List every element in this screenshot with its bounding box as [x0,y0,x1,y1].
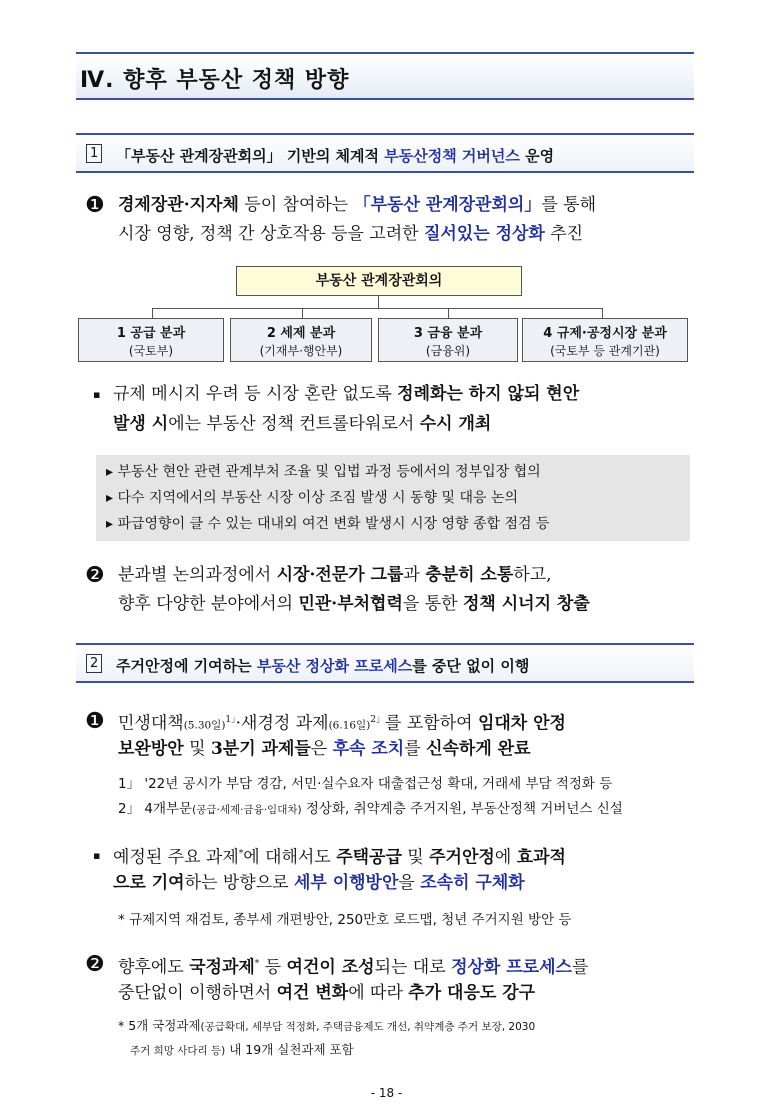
text: ·새경정 과제 [235,713,329,734]
org-box-sub: (국토부) [128,344,174,358]
s1-p1-line2 [118,220,583,248]
org-connector [152,308,602,309]
org-box-title: 2 세제 분과 [266,326,336,341]
detail-item: ▸ 파급영향이 클 수 있는 대내외 여건 변화 발생시 시장 영향 종합 점검 등 [106,516,550,532]
section1-header [76,133,694,173]
section2-title [116,655,529,676]
text: 규제 메시지 우려 등 시장 혼란 없도록 [113,384,398,404]
footnote-ref: * [238,849,244,859]
text: 에 따라 [348,983,409,1003]
footnote-ref: * [254,959,260,969]
org-connector [302,308,303,318]
text-small: (공급확대, 세부담 적정화, 주택금융제도 개선, 취약계층 주거 보장, 2030 [200,1021,536,1033]
org-box-supply [78,318,224,362]
text: 2」 4개부문 [118,801,193,817]
text: 등이 참여하는 [238,195,354,215]
chapter-title: Ⅳ. 향후 부동산 정책 방향 [80,68,350,93]
section2-title-part: 주거안정에 기여하는 [116,657,257,675]
text-highlight: 질서있는 정상화 [423,224,545,244]
text: 되는 대로 [374,957,452,978]
s1-p1-line1 [118,191,596,219]
chapter-header [76,52,694,100]
org-box-sub: (기재부·행안부) [259,344,343,358]
text: 를 포함하여 [385,713,478,734]
text: 및 [401,847,430,868]
text: 국정과제 [189,957,255,978]
text-small: 주거 희망 사다리 등) [130,1045,226,1057]
s2-p2-line1 [118,950,588,982]
text: 추진 [544,224,584,244]
text: 를 통해 [541,195,597,215]
text: 하는 방향으로 [184,873,294,893]
text: * 5개 국정과제 [118,1018,201,1033]
org-box-sub: (국토부 등 관계기관) [550,344,660,358]
detail-item: ▸ 다수 지역에서의 부동산 시장 이상 조짐 발생 시 동향 및 대응 논의 [106,490,519,506]
text: 으로 기여 [113,873,185,893]
org-connector [602,308,603,318]
footnote-1: 1」 '22년 공시가 부담 경감, 서민·실수요자 대출접근성 확대, 거래세 부담 적정화 등 [118,776,613,792]
section1-title [116,145,554,166]
org-box-title: 4 규제·공정시장 분과 [543,326,667,341]
text: 주택공급 [336,847,402,868]
text: 예정된 주요 과제 [113,847,239,868]
text: 에 [494,847,517,868]
text: 신속하게 완료 [426,739,531,759]
section2-title-part: 를 중단 없이 이행 [412,657,530,675]
section2-header [76,643,694,683]
text: 을 [398,873,421,893]
text: 정례화는 하지 않되 현안 [397,384,580,404]
text: 내 19개 실천과제 포함 [225,1042,354,1057]
org-box-finance [378,318,518,362]
text: 충분히 소통 [425,565,514,585]
section2-number: 2 [86,654,102,673]
text: 수시 개최 [419,414,492,434]
text: 하고, [513,565,552,585]
text-highlight: 정상화 프로세스 [451,957,572,978]
org-box-regulation [522,318,688,362]
org-chart-top-box: 부동산 관계장관회의 [236,266,522,296]
text-highlight: 세부 이행방안 [293,873,399,893]
footnote-tasks-2 [130,1040,354,1058]
org-connector [378,296,379,308]
org-connector [152,308,153,318]
section1-title-part: 「부동산 관계장관회의」 기반의 체계적 [116,147,385,165]
text: 향후 다양한 분야에서의 [118,594,299,614]
text-highlight: 후속 조치 [332,739,405,759]
text: 에 대해서도 [243,847,337,868]
s2-sub1-line2 [113,869,525,897]
s1-p2-line1 [118,561,552,589]
text: 여건이 조성 [286,957,375,978]
text: 보완방안 [118,739,184,759]
text: 분과별 논의과정에서 [118,565,277,585]
org-box-tax [230,318,372,362]
text: 발생 시 [113,414,169,434]
text-small: (6.16일) [328,719,371,732]
org-box-title: 3 금융 분과 [413,326,483,341]
footnote-tasks-1 [118,1016,535,1034]
text: 시장·전문가 그룹 [276,565,404,585]
text: 임대차 안정 [477,713,566,734]
text: 3분기 과제들 [210,739,311,759]
footnote-2 [118,797,623,817]
page-number: - 18 - [370,1086,403,1100]
text: 정상화, 취약계층 주거지원, 부동산정책 거버넌스 신설 [301,801,623,817]
bullet-1-icon: ❶ [85,709,105,734]
text-highlight: 조속히 구체화 [420,873,525,893]
detail-item: ▸ 부동산 현안 관련 관계부처 조율 및 입법 과정 등에서의 정부입장 협의 [106,464,541,480]
text: 효과적 [516,847,566,868]
org-box-sub: (금융위) [425,344,471,358]
text: 및 [183,739,211,759]
bullet-2-icon: ❷ [85,563,105,588]
text: 과 [403,565,426,585]
text: 을 통한 [402,594,463,614]
footnote-ref: 1」 [225,715,236,725]
section2-title-highlight: 부동산 정상화 프로세스 [256,657,413,675]
text: 를 [404,739,427,759]
text: 주거안정 [429,847,495,868]
s2-sub1-line1 [113,840,566,872]
text: 경제장관·지자체 [118,195,239,215]
s1-p2-line2 [118,590,590,618]
section1-title-part: 운영 [519,147,555,165]
footnote-star: * 규제지역 재검토, 종부세 개편방안, 250만호 로드맵, 청년 주거지원 방안 등 [118,912,572,928]
text: 여건 변화 [276,983,349,1003]
text: 추가 대응도 강구 [408,983,536,1003]
bullet-2-icon: ❷ [85,952,105,977]
text: 향후에도 [118,957,190,978]
text: 민생대책 [118,713,184,734]
section1-title-highlight: 부동산정책 거버넌스 [384,147,520,165]
text: 중단없이 이행하면서 [118,983,277,1003]
text: 정책 시너지 창출 [462,594,590,614]
s2-p2-line2 [118,979,535,1007]
s1-sub1-line2 [113,410,491,438]
s2-p1-line2 [118,735,531,763]
text: 은 [310,739,333,759]
text: 에는 부동산 정책 컨트롤타워로서 [168,414,420,434]
s1-sub1-line1 [113,380,579,408]
bullet-1-icon: ❶ [85,193,105,218]
text: 민관·부처협력 [298,594,403,614]
section1-number: 1 [86,144,102,163]
square-bullet-icon: ▪ [93,849,101,862]
org-connector [448,308,449,318]
org-box-title: 1 공급 분과 [116,326,186,341]
text-highlight: 「부동산 관계장관회의」 [353,195,542,215]
text: 등 [259,957,287,978]
text: 를 [571,957,589,978]
footnote-ref: 2」 [370,715,386,725]
text: 시장 영향, 정책 간 상호작용 등을 고려한 [118,224,424,244]
text-small: (공급·세제·금융·임대차) [192,804,302,816]
text-small: (5.30일) [183,719,226,732]
detail-box [96,455,690,541]
square-bullet-icon: ▪ [93,388,101,401]
